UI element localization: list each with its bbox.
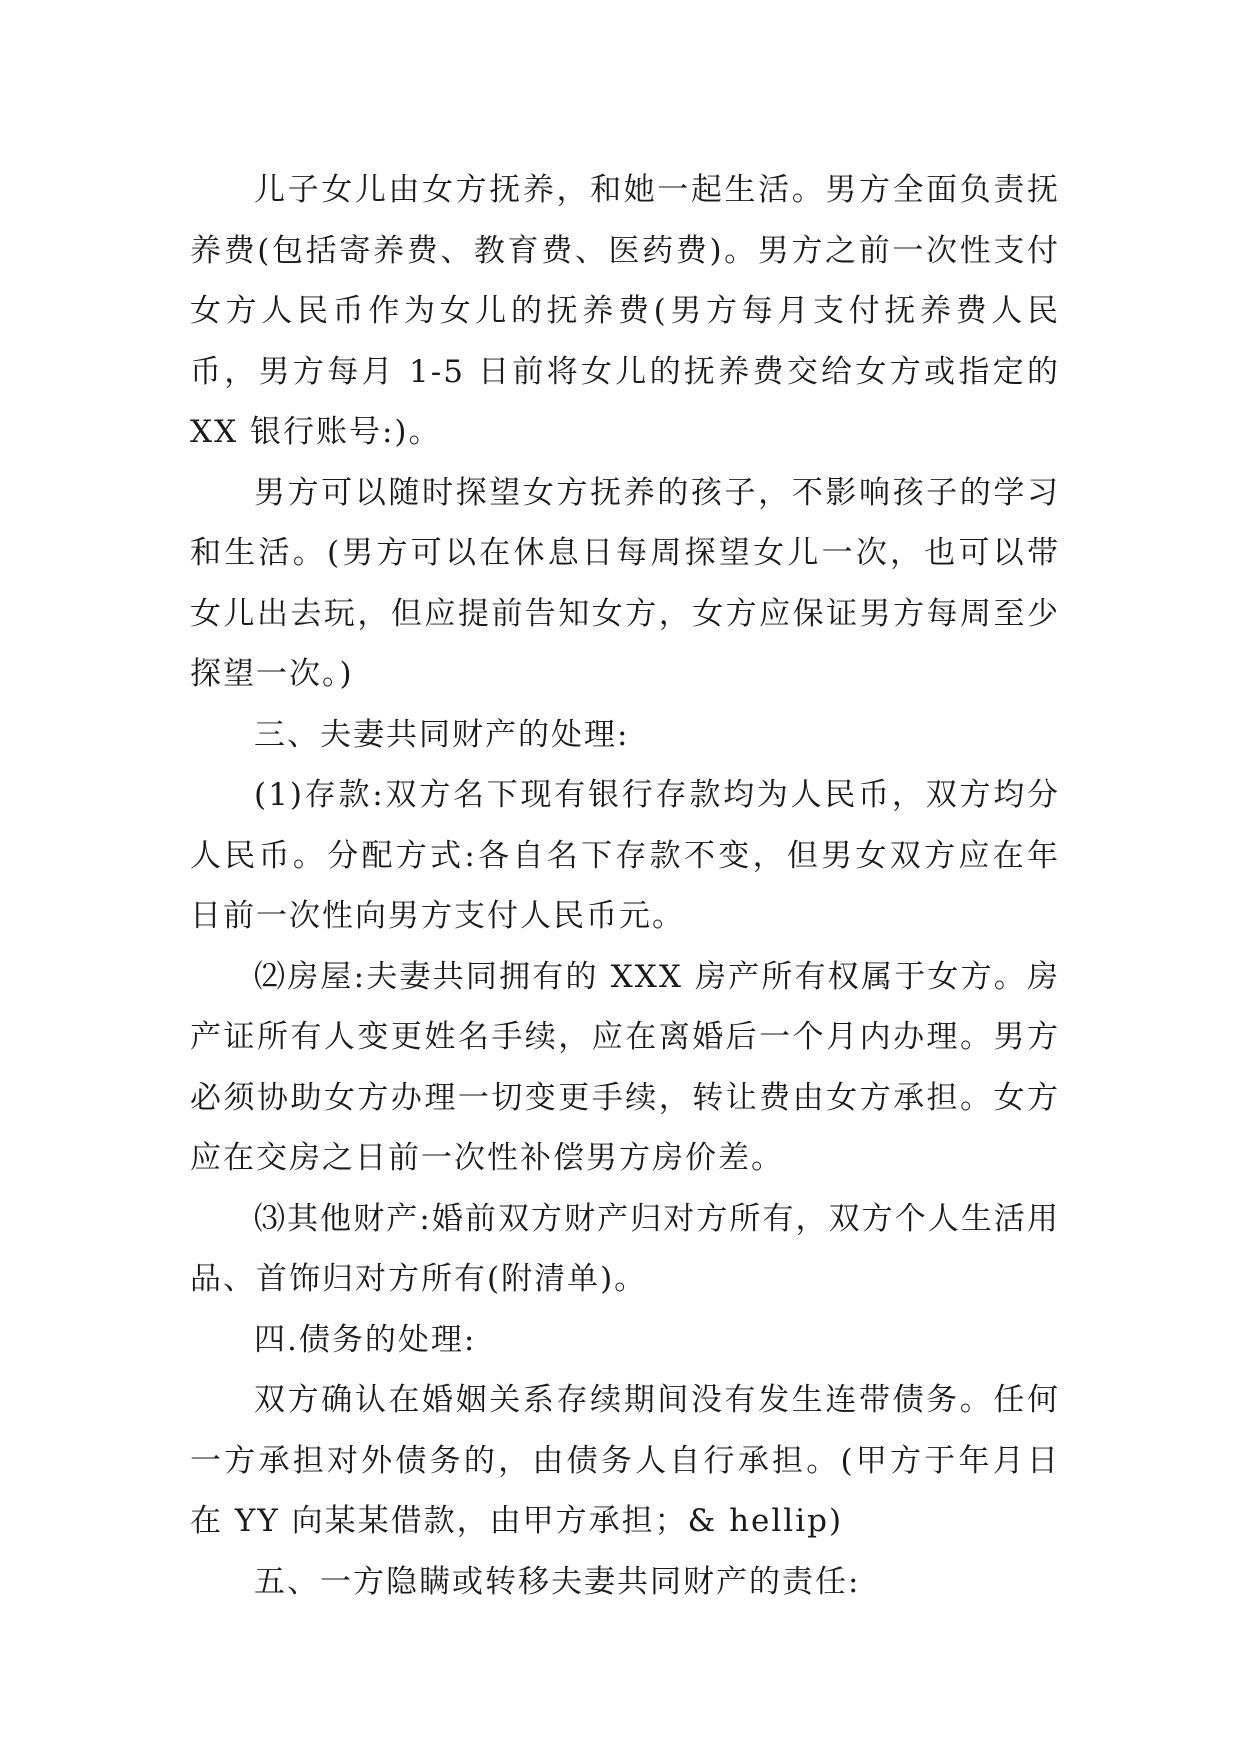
section-heading-debts: 四.债务的处理: xyxy=(254,1321,477,1358)
document-body xyxy=(190,160,1060,1612)
paragraph-debts: 双方确认在婚姻关系存续期间没有发生连带债务。任何一方承担对外债务的，由债务人自行承担。(甲方于年月日在 YY 向某某借款，由甲方承担；& hellip) xyxy=(190,1382,1060,1539)
paragraph-house: ⑵房屋:夫妻共同拥有的 XXX 房产所有权属于女方。房产证所有人变更姓名手续，应在离婚后一个月内办理。男方必须协助女方办理一切变更手续，转让费由女方承担。女方应在交房之日前一次性补偿男方房价差。 xyxy=(190,958,1060,1176)
section-heading-concealment: 五、一方隐瞒或转移夫妻共同财产的责任: xyxy=(254,1563,861,1600)
paragraph-other-property: ⑶其他财产:婚前双方财产归对方所有，双方个人生活用品、首饰归对方所有(附清单)。 xyxy=(190,1200,1060,1297)
section-heading-property: 三、夫妻共同财产的处理: xyxy=(254,716,630,753)
paragraph-visitation: 男方可以随时探望女方抚养的孩子，不影响孩子的学习和生活。(男方可以在休息日每周探望女儿一次，也可以带女儿出去玩，但应提前告知女方，女方应保证男方每周至少探望一次。) xyxy=(190,474,1060,692)
paragraph-deposits: (1)存款:双方名下现有银行存款均为人民币，双方均分人民币。分配方式:各自名下存款不变，但男女双方应在年日前一次性向男方支付人民币元。 xyxy=(190,777,1060,934)
paragraph-child-custody: 儿子女儿由女方抚养，和她一起生活。男方全面负责抚养费(包括寄养费、教育费、医药费)。男方之前一次性支付女方人民币作为女儿的抚养费(男方每月支付抚养费人民币，男方每月 1-5 日前将女儿的抚养费交给女方或指定的 XX 银行账号:)。 xyxy=(190,172,1060,450)
